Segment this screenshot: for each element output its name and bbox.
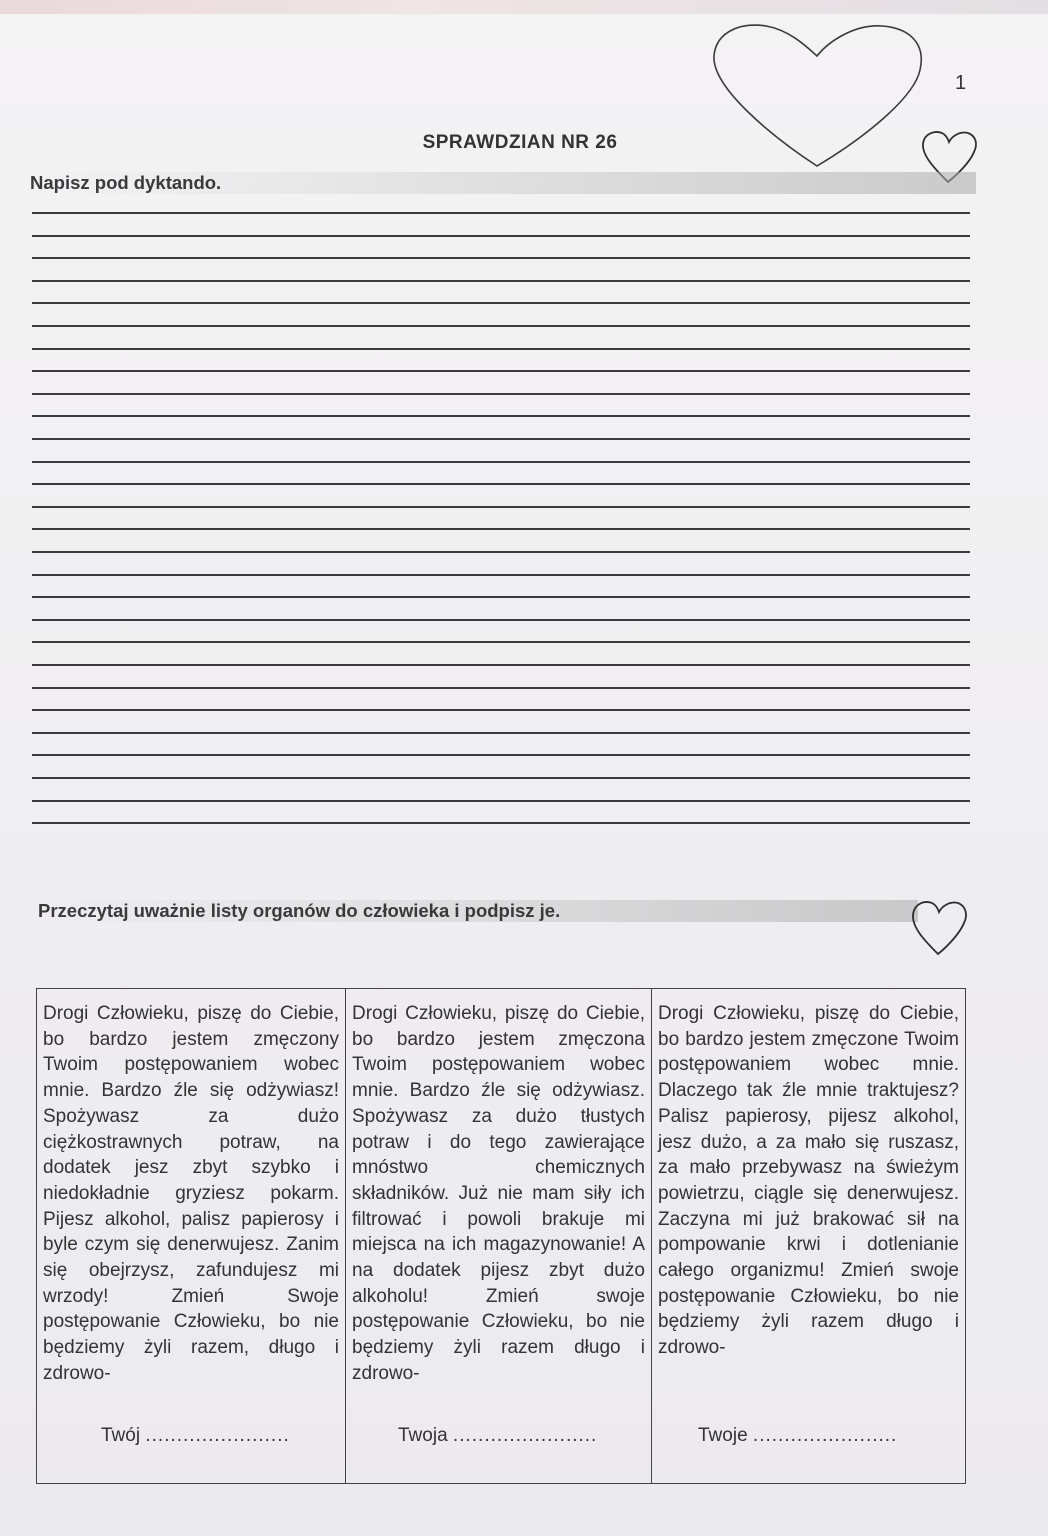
writing-line[interactable] [32, 370, 970, 372]
writing-line[interactable] [32, 438, 970, 440]
signature-line[interactable] [101, 1423, 290, 1449]
writing-line[interactable] [32, 506, 970, 508]
section-heading-letters [34, 900, 918, 922]
writing-line[interactable] [32, 596, 970, 598]
section-heading-text: Przeczytaj uważnie listy organów do człowieka i podpisz je. [38, 900, 561, 921]
signature-blank[interactable]: ....................... [752, 1425, 898, 1446]
letter-liver [346, 989, 652, 1483]
writing-line[interactable] [32, 777, 970, 779]
letters-table [36, 988, 966, 1484]
writing-line[interactable] [32, 709, 970, 711]
signature-line[interactable] [398, 1423, 597, 1449]
letter-heart [652, 989, 965, 1483]
writing-line[interactable] [32, 664, 970, 666]
writing-line[interactable] [32, 415, 970, 417]
page-number: 1 [955, 72, 967, 94]
writing-line[interactable] [32, 235, 970, 237]
writing-line[interactable] [32, 574, 970, 576]
letter-stomach [37, 989, 346, 1483]
writing-line[interactable] [32, 325, 970, 327]
writing-line[interactable] [32, 393, 970, 395]
signature-blank[interactable]: ....................... [452, 1425, 598, 1446]
signature-line[interactable] [698, 1423, 897, 1449]
writing-line[interactable] [32, 551, 970, 553]
small-heart-icon [910, 898, 970, 958]
writing-line[interactable] [32, 212, 970, 214]
signature-label: Twoje [698, 1425, 748, 1446]
writing-line[interactable] [32, 257, 970, 259]
page-title: SPRAWDZIAN NR 26 [422, 132, 618, 153]
writing-lines [32, 212, 970, 852]
writing-line[interactable] [32, 528, 970, 530]
writing-line[interactable] [32, 302, 970, 304]
writing-line[interactable] [32, 280, 970, 282]
writing-line[interactable] [32, 461, 970, 463]
writing-line[interactable] [32, 641, 970, 643]
writing-line[interactable] [32, 800, 970, 802]
writing-line[interactable] [32, 754, 970, 756]
writing-line[interactable] [32, 732, 970, 734]
section-heading-text: Napisz pod dyktando. [30, 172, 222, 193]
writing-line[interactable] [32, 483, 970, 485]
section-heading-dictation [26, 172, 976, 194]
letter-text: Drogi Człowieku, piszę do Ciebie, bo bardzo jestem zmęczony Twoim postępowaniem wobec mnie. Bardzo źle się odżywiasz! Spożywasz za dużo ciężkostrawnych potraw, na dodatek jesz zbyt szybko i niedokładnie gryziesz pokarm. Pijesz alkohol, palisz papierosy i byle czym się denerwujesz. Zanim się obejrzysz, zafundujesz mi wrzody! Zmień Swoje postępowanie Człowieku, bo nie będziemy żyli razem, długo i zdrowo- [43, 1003, 339, 1384]
writing-line[interactable] [32, 687, 970, 689]
page-top-edge [0, 0, 1048, 14]
writing-line[interactable] [32, 822, 970, 824]
signature-blank[interactable]: ....................... [145, 1425, 290, 1446]
letter-text: Drogi Człowieku, piszę do Ciebie, bo bardzo jestem zmęczona Twoim postępowaniem wobec mnie. Bardzo źle się odżywiasz. Spożywasz za dużo tłustych potraw i do tego zawierające mnóstwo chemicznych składników. Już nie mam siły ich filtrować i powoli brakuje mi miejsca na ich magazynowanie! A na dodatek pijesz zbyt dużo alkoholu! Zmień swoje postępowanie Człowieku, bo nie będziemy żyli razem długo i zdrowo- [352, 1003, 645, 1384]
writing-line[interactable] [32, 619, 970, 621]
letter-text: Drogi Człowieku, piszę do Ciebie, bo bardzo jestem zmęczone Twoim postępowaniem wobec mnie. Dlaczego tak źle mnie traktujesz? Palisz papierosy, pijesz alkohol, jesz dużo, a za mało się ruszasz, za mało przebywasz na świeżym powietrzu, ciągle się denerwujesz. Zaczyna mi już brakować sił na pompowanie krwi i dotlenianie całego organizmu! Zmień swoje postępowanie Człowieku, bo nie będziemy żyli razem długo i zdrowo- [658, 1003, 959, 1359]
writing-line[interactable] [32, 348, 970, 350]
signature-label: Twój [101, 1425, 141, 1446]
signature-label: Twoja [398, 1425, 448, 1446]
